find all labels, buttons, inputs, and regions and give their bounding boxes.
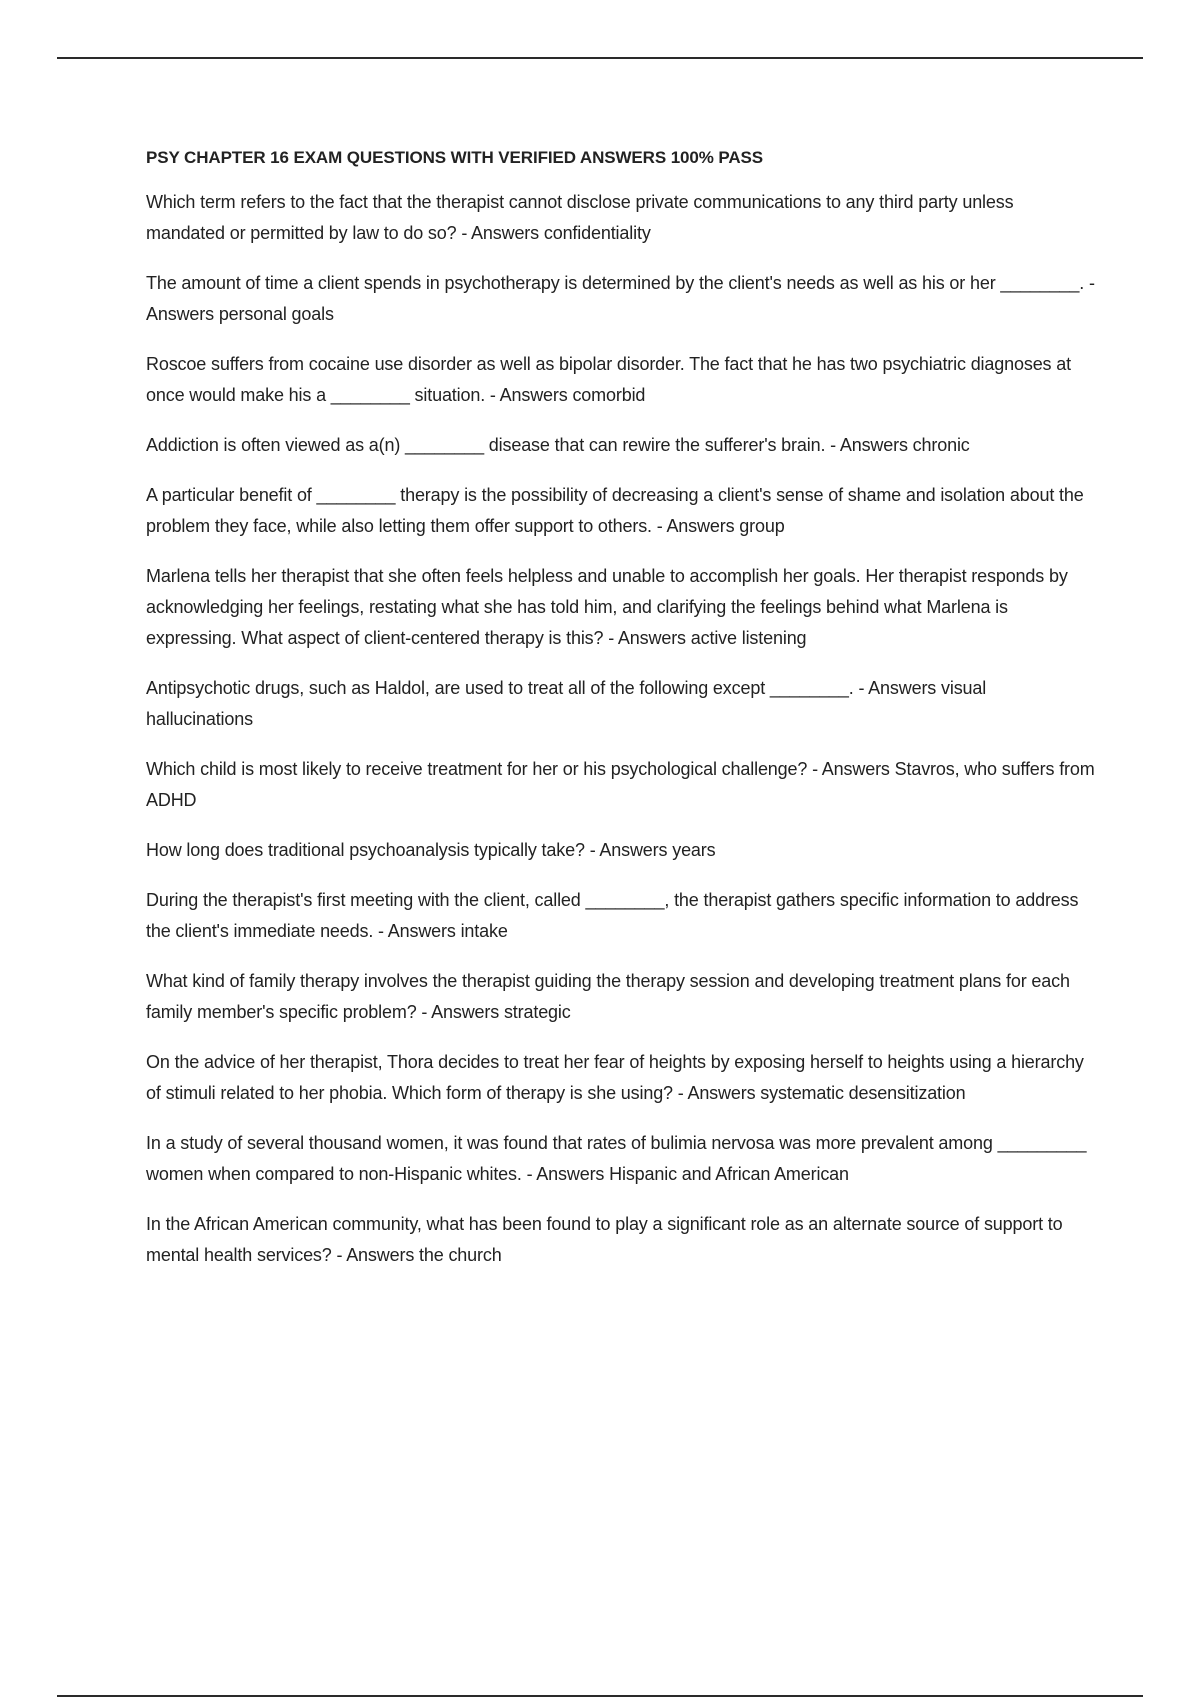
question-answer: In a study of several thousand women, it was found that rates of bulimia nervosa was more prevalent among _________ women when compared to non-Hispanic whites. - Answers Hispanic and African American bbox=[146, 1133, 1087, 1184]
question-answer: Which term refers to the fact that the therapist cannot disclose private communications to any third party unless mandated or permitted by law to do so? - Answers confidentiality bbox=[146, 192, 1014, 243]
question-answer: In the African American community, what has been found to play a significant role as an alternate source of support to mental health services? - Answers the church bbox=[146, 1214, 1063, 1265]
document-title: PSY CHAPTER 16 EXAM QUESTIONS WITH VERIFIED ANSWERS 100% PASS bbox=[146, 148, 764, 167]
question-answer: A particular benefit of ________ therapy is the possibility of decreasing a client's sense of shame and isolation about the problem they face, while also letting them offer support to others. - Answers group bbox=[146, 485, 1084, 536]
question-answer: The amount of time a client spends in psychotherapy is determined by the client's needs as well as his or her ________. - Answers personal goals bbox=[146, 273, 1095, 324]
bottom-rule bbox=[57, 1695, 1143, 1697]
question-answer: On the advice of her therapist, Thora decides to treat her fear of heights by exposing herself to heights using a hierarchy of stimuli related to her phobia. Which form of therapy is she using? - Answers systematic desensitization bbox=[146, 1052, 1084, 1103]
question-answer: Antipsychotic drugs, such as Haldol, are used to treat all of the following except ________. - Answers visual hallucinations bbox=[146, 678, 987, 729]
document-body bbox=[146, 146, 1096, 1290]
question-answer: Addiction is often viewed as a(n) ________ disease that can rewire the sufferer's brain. - Answers chronic bbox=[146, 435, 970, 455]
question-answer: During the therapist's first meeting with the client, called ________, the therapist gathers specific information to address the client's immediate needs. - Answers intake bbox=[146, 890, 1079, 941]
top-rule bbox=[57, 57, 1143, 59]
question-answer: How long does traditional psychoanalysis typically take? - Answers years bbox=[146, 840, 716, 860]
question-answer: Roscoe suffers from cocaine use disorder as well as bipolar disorder. The fact that he has two psychiatric diagnoses at once would make his a ________ situation. - Answers comorbid bbox=[146, 354, 1071, 405]
question-answer: Marlena tells her therapist that she often feels helpless and unable to accomplish her goals. Her therapist responds by acknowledging her feelings, restating what she has told him, and clarifying the feelings behind what Marlena is expressing. What aspect of client-centered therapy is this? - Answers active listening bbox=[146, 566, 1068, 648]
question-answer: What kind of family therapy involves the therapist guiding the therapy session and developing treatment plans for each family member's specific problem? - Answers strategic bbox=[146, 971, 1070, 1022]
question-answer: Which child is most likely to receive treatment for her or his psychological challenge? - Answers Stavros, who suffers from ADHD bbox=[146, 759, 1095, 810]
